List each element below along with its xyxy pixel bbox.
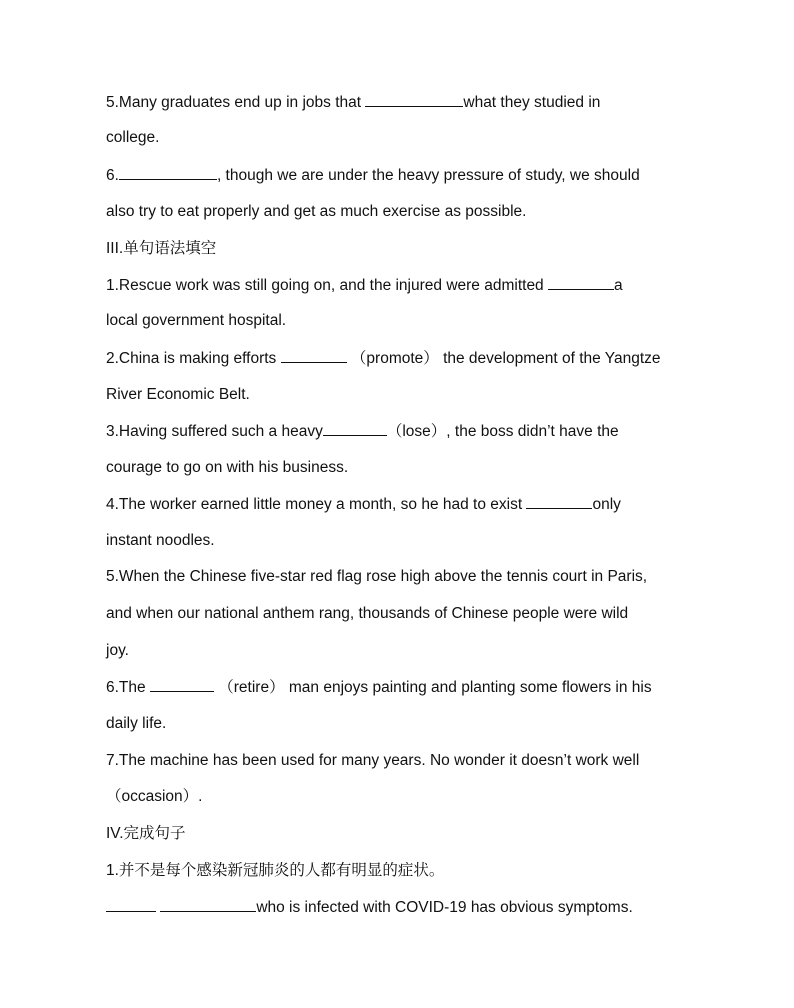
s5-line3: joy. <box>106 642 129 659</box>
s6-text-b: （retire） man enjoys painting and planting some flowers in his <box>213 679 652 696</box>
q5-line2: college. <box>106 129 160 146</box>
q5-text-b: what they studied in <box>463 94 601 111</box>
answer-blank[interactable] <box>119 165 217 180</box>
s4-line2: instant noodles. <box>106 532 215 549</box>
answer-blank[interactable] <box>150 677 214 692</box>
answer-blank[interactable] <box>106 897 156 912</box>
c1-line2 <box>106 897 633 918</box>
s3-text-b: （lose）, the boss didn’t have the <box>386 423 619 440</box>
answer-blank[interactable] <box>365 92 463 107</box>
s2-line1 <box>106 348 661 369</box>
q6-text-b: , though we are under the heavy pressure of study, we should <box>216 167 640 184</box>
q6-line2: also try to eat properly and get as much exercise as possible. <box>106 203 527 220</box>
answer-blank[interactable] <box>323 421 387 436</box>
s4-text-a: 4.The worker earned little money a month, so he had to exist <box>106 496 527 513</box>
s2-text-a: 2.China is making efforts <box>106 350 281 367</box>
s5-line2: and when our national anthem rang, thousands of Chinese people were wild <box>106 605 629 622</box>
s1-line2: local government hospital. <box>106 312 287 329</box>
q5-text-a: 5.Many graduates end up in jobs that <box>106 94 366 111</box>
answer-blank[interactable] <box>548 275 614 290</box>
q6-line1 <box>106 165 640 186</box>
s5-line1: 5.When the Chinese five-star red flag rose high above the tennis court in Paris, <box>106 568 648 585</box>
s4-text-b: only <box>592 496 621 513</box>
section-3-heading: III.单句语法填空 <box>106 240 217 257</box>
s2-text-b: （promote） the development of the Yangtze <box>346 350 661 367</box>
answer-blank[interactable] <box>526 494 592 509</box>
c1-text-b: who is infected with COVID-19 has obvious symptoms. <box>256 899 633 916</box>
q6-text-a: 6. <box>106 167 119 184</box>
s6-text-a: 6.The <box>106 679 150 696</box>
s1-text-b: a <box>614 277 623 294</box>
s7-line2: （occasion）. <box>106 788 203 805</box>
s6-line1 <box>106 677 652 698</box>
answer-blank[interactable] <box>281 348 347 363</box>
s4-line1 <box>106 494 621 515</box>
s2-line2: River Economic Belt. <box>106 386 250 403</box>
section-4-heading: IV.完成句子 <box>106 825 186 842</box>
answer-blank[interactable] <box>160 897 256 912</box>
c1-line1: 1.并不是每个感染新冠肺炎的人都有明显的症状。 <box>106 862 445 879</box>
s1-line1 <box>106 275 623 296</box>
s7-line1: 7.The machine has been used for many years. No wonder it doesn’t work well <box>106 752 640 769</box>
s6-line2: daily life. <box>106 715 167 732</box>
s3-line1 <box>106 421 619 442</box>
s1-text-a: 1.Rescue work was still going on, and the injured were admitted <box>106 277 548 294</box>
s3-line2: courage to go on with his business. <box>106 459 349 476</box>
q5-line1 <box>106 92 600 113</box>
s3-text-a: 3.Having suffered such a heavy <box>106 423 323 440</box>
